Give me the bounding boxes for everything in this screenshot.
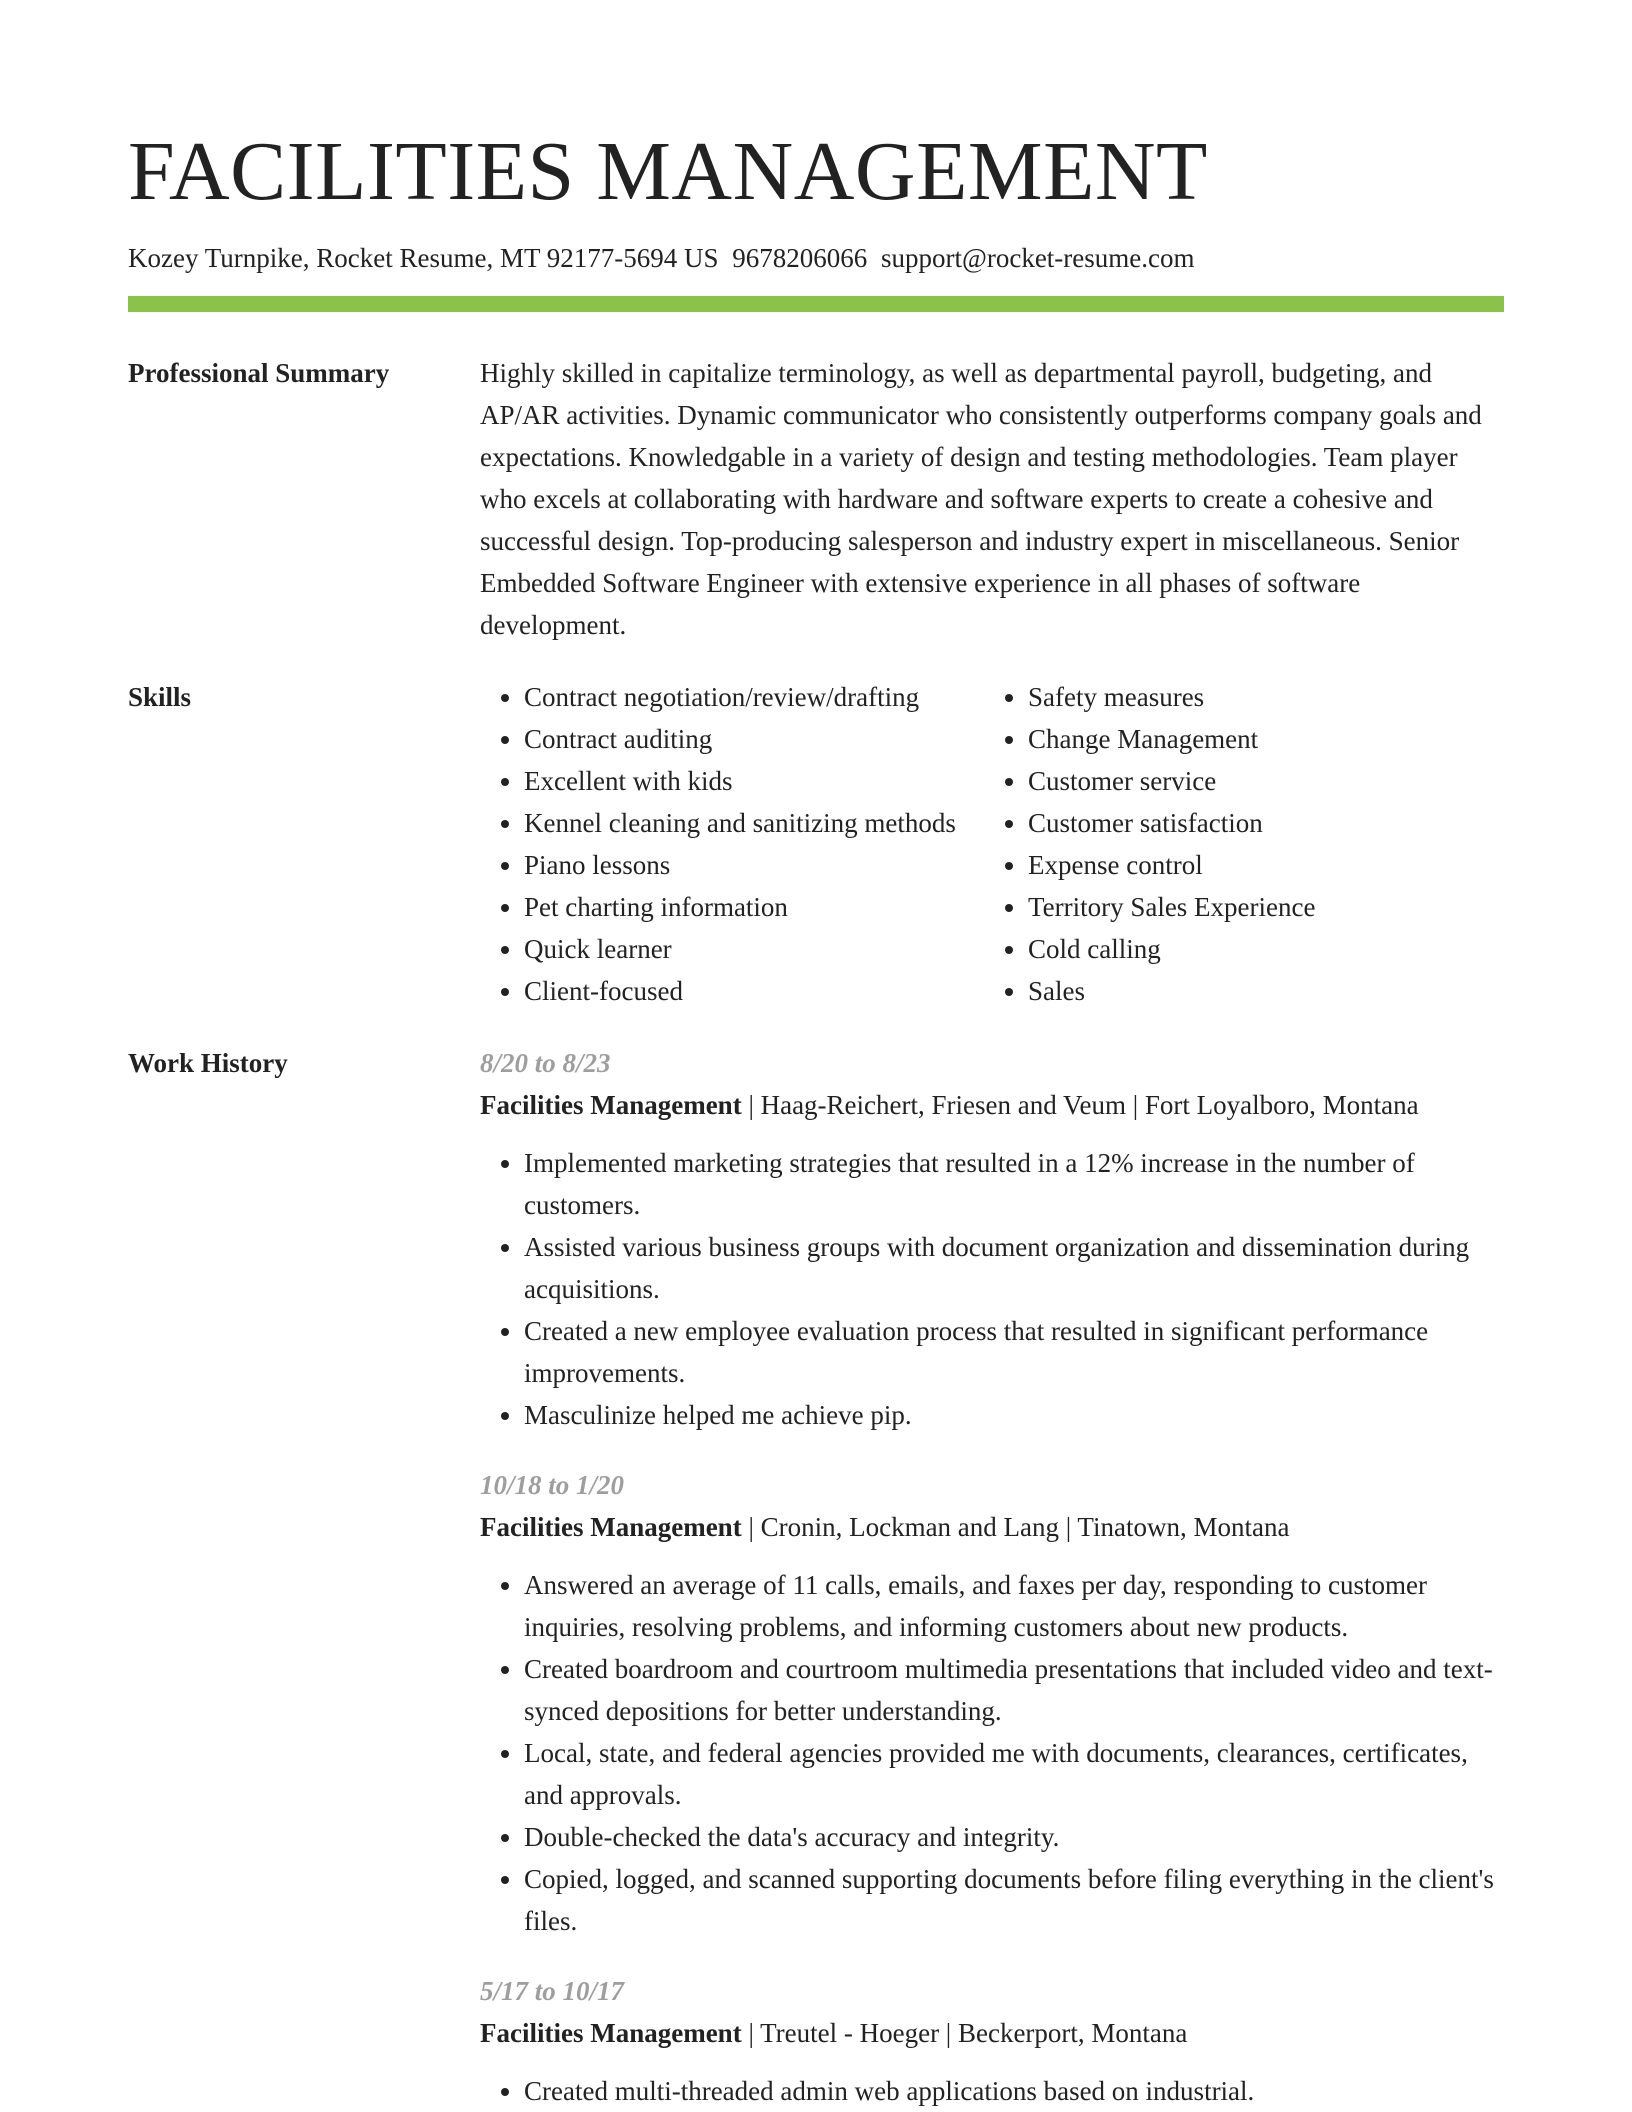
summary-heading: Professional Summary [128,358,390,388]
job-bullet: • Double-checked the data's accuracy and integrity. [524,1816,1504,1858]
job-dates: 5/17 to 10/17 [480,1976,625,2006]
skills-section [128,676,1504,1012]
skill-item: • Excellent with kids [524,760,984,802]
job-title-line [480,1506,1504,1548]
job-dates: 8/20 to 8/23 [480,1048,611,1078]
job-list [480,1042,1504,2112]
job-entry [480,1464,1504,1942]
skill-item: • Kennel cleaning and sanitizing methods [524,802,984,844]
work-history-section [128,1042,1504,2112]
skill-item: • Contract negotiation/review/drafting [524,676,984,718]
skill-item: • Piano lessons [524,844,984,886]
skill-item: • Customer satisfaction [1028,802,1315,844]
skill-item: • Sales [1028,970,1315,1012]
skill-item: • Customer service [1028,760,1315,802]
job-employer-location: | Cronin, Lockman and Lang | Tinatown, Montana [741,1512,1290,1542]
job-bullet: • Local, state, and federal agencies provided me with documents, clearances, certificates, and approvals. [524,1732,1504,1816]
summary-section [128,352,1504,646]
skills-columns [480,676,1504,1012]
contact-line [128,242,1504,274]
job-title: Facilities Management [480,1090,742,1120]
job-title-line [480,2012,1504,2054]
job-entry [480,1970,1504,2112]
job-employer-location: | Treutel - Hoeger | Beckerport, Montana [741,2018,1188,2048]
skill-item: • Expense control [1028,844,1315,886]
skill-item: • Change Management [1028,718,1315,760]
job-bullets [480,1564,1504,1942]
contact-email: support@rocket-resume.com [880,243,1195,273]
job-dates: 10/18 to 1/20 [480,1470,625,1500]
job-bullets [480,1142,1504,1436]
skills-heading: Skills [128,682,192,712]
job-bullets [480,2070,1504,2112]
job-bullet: • Implemented marketing strategies that resulted in a 12% increase in the number of customers. [524,1142,1504,1226]
skills-list-right [984,676,1315,1012]
summary-text: Highly skilled in capitalize terminology, as well as departmental payroll, budgeting, and AP/AR activities. Dynamic communicator who consistently outperforms company goals and expectations. Knowledgable in a variety of design and testing methodologies. Team player who excels at collaborating with hardware and software experts to create a cohesive and successful design. Top-producing salesperson and industry expert in miscellaneous. Senior Embedded Software Engineer with extensive experience in all phases of software development. [480,358,1482,640]
job-title-line [480,1084,1504,1126]
job-title: Facilities Management [480,2018,742,2048]
skill-item: • Client-focused [524,970,984,1012]
skills-list-left [480,676,984,1012]
job-bullet: • Masculinize helped me achieve pip. [524,1394,1504,1436]
job-bullet: • Created multi-threaded admin web applications based on industrial. [524,2070,1504,2112]
skill-item: • Pet charting information [524,886,984,928]
resume-page [128,0,1504,2112]
skill-item: • Quick learner [524,928,984,970]
job-bullet: • Assisted various business groups with document organization and dissemination during acquisitions. [524,1226,1504,1310]
skill-item: • Cold calling [1028,928,1315,970]
skill-item: • Safety measures [1028,676,1315,718]
job-bullet: • Created boardroom and courtroom multimedia presentations that included video and text-synced depositions for better understanding. [524,1648,1504,1732]
job-title: Facilities Management [480,1512,742,1542]
resume-title: FACILITIES MANAGEMENT [128,125,1208,218]
job-bullet: • Copied, logged, and scanned supporting documents before filing everything in the client's files. [524,1858,1504,1942]
job-employer-location: | Haag-Reichert, Friesen and Veum | Fort Loyalboro, Montana [741,1090,1419,1120]
contact-address: Kozey Turnpike, Rocket Resume, MT 92177-5694 US [128,243,719,273]
job-bullet: • Answered an average of 11 calls, emails, and faxes per day, responding to customer inquiries, resolving problems, and informing customers about new products. [524,1564,1504,1648]
job-entry [480,1042,1504,1436]
contact-phone: 9678206066 [732,243,868,273]
skill-item: • Territory Sales Experience [1028,886,1315,928]
work-history-heading: Work History [128,1048,288,1078]
skill-item: • Contract auditing [524,718,984,760]
accent-divider [128,296,1504,312]
job-bullet: • Created a new employee evaluation process that resulted in significant performance improvements. [524,1310,1504,1394]
